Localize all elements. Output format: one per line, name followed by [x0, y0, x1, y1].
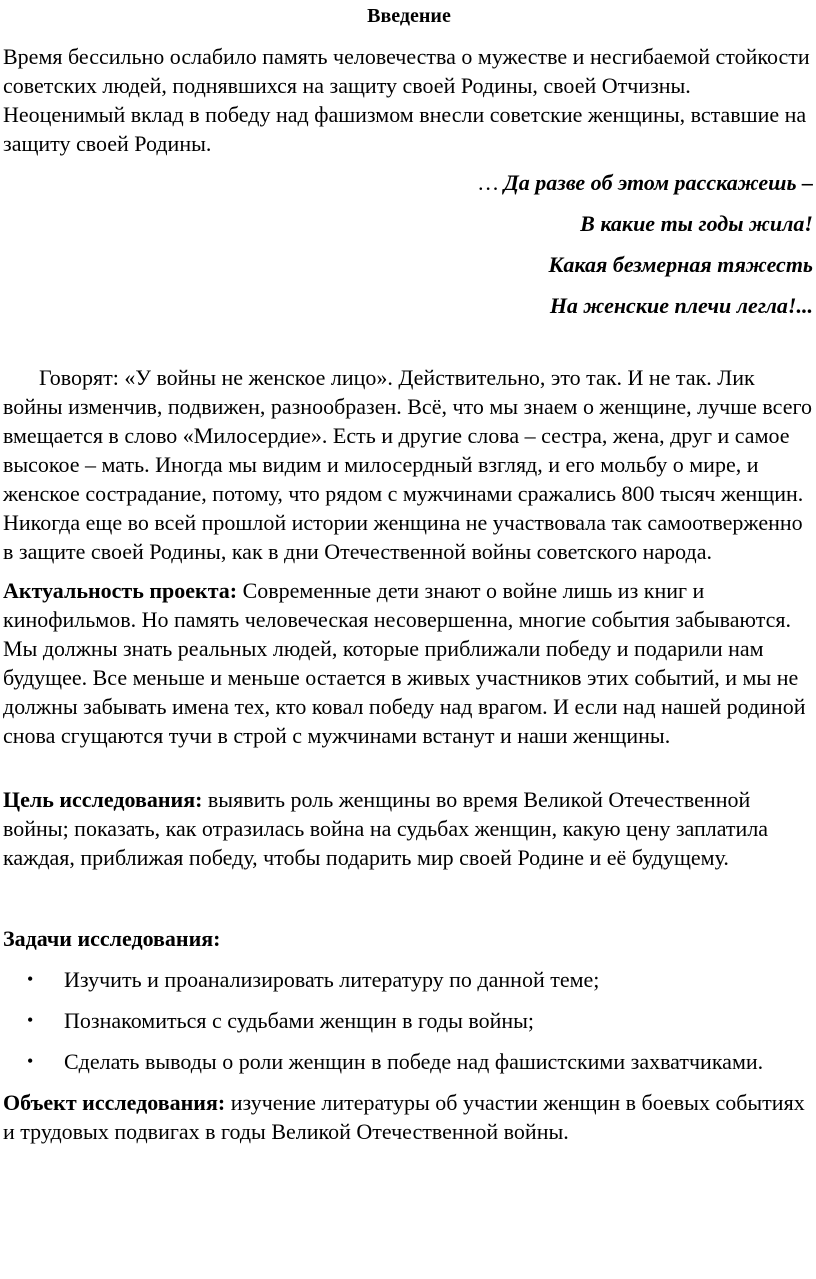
relevance-label: Актуальность проекта: — [3, 578, 238, 603]
object-section — [3, 1088, 815, 1146]
goal-text: выявить роль женщины во время Великой Отечественной войны; показать, как отразилась война на судьбах женщин, какую цену заплатила каждая, приближая победу, чтобы подарить мир своей Родине и её будущему. — [3, 787, 769, 870]
poem-line-2: В какие ты годы жила! — [580, 211, 813, 236]
list-item — [3, 965, 815, 994]
poem-block — [3, 168, 815, 320]
relevance-section — [3, 576, 815, 750]
main-paragraph: Говорят: «У войны не женское лицо». Действительно, это так. И не так. Лик войны изменчив, подвижен, разнообразен. Всё, что мы знаем о женщине, лучше всего вмещается в слово «Милосердие». Есть и другие слова – сестра, жена, друг и самое высокое – мать. Иногда мы видим и милосердный взгляд, и его мольбу о мире, и женское сострадание, потому, что рядом с мужчинами сражались 800 тысяч женщин. Никогда еще во всей прошлой истории женщина не участвовала так самоотверженно в защите своей Родины, как в дни Отечественной войны советского народа. — [3, 365, 812, 564]
poem-ellipsis: … — [478, 170, 499, 195]
tasks-heading: Задачи исследования: — [3, 926, 221, 951]
bullet-icon: • — [27, 1051, 34, 1071]
document-page — [3, 0, 815, 1146]
bullet-icon: • — [27, 1010, 34, 1030]
tasks-list — [3, 965, 815, 1076]
goal-label: Цель исследования: — [3, 787, 203, 812]
task-text: Сделать выводы о роли женщин в победе над фашистскими захватчиками. — [64, 1049, 764, 1074]
document-title: Введение — [367, 5, 451, 27]
intro-paragraph: Время бессильно ослабило память человечества о мужестве и несгибаемой стойкости советских людей, поднявшихся на защиту своей Родины, своей Отчизны. Неоценимый вклад в победу над фашизмом внесли советские женщины, вставшие на защиту своей Родины. — [3, 44, 810, 156]
poem-line-4: На женские плечи легла!... — [549, 293, 813, 318]
object-label: Объект исследования: — [3, 1090, 226, 1115]
task-text: Познакомиться с судьбами женщин в годы войны; — [64, 1008, 535, 1033]
poem-line-1-text: Да разве об этом расскажешь – — [498, 170, 813, 195]
list-item — [3, 1006, 815, 1035]
object-text: изучение литературы об участии женщин в боевых событиях и трудовых подвигах в годы Великой Отечественной войны. — [3, 1090, 805, 1144]
relevance-text: Современные дети знают о войне лишь из книг и кинофильмов. Но память человеческая несовершенна, многие события забываются. Мы должны знать реальных людей, которые приближали победу и подарили нам будущее. Все меньше и меньше остается в живых участников этих событий, и мы не должны забывать имена тех, кто ковал победу над врагом. И если над нашей родиной снова сгущаются тучи в строй с мужчинами встанут и наши женщины. — [3, 578, 806, 748]
goal-section — [3, 785, 815, 872]
bullet-icon: • — [27, 969, 34, 989]
list-item — [3, 1047, 815, 1076]
task-text: Изучить и проанализировать литературу по данной теме; — [64, 967, 600, 992]
poem-line-3: Какая безмерная тяжесть — [548, 252, 813, 277]
poem-line-1 — [3, 168, 813, 197]
